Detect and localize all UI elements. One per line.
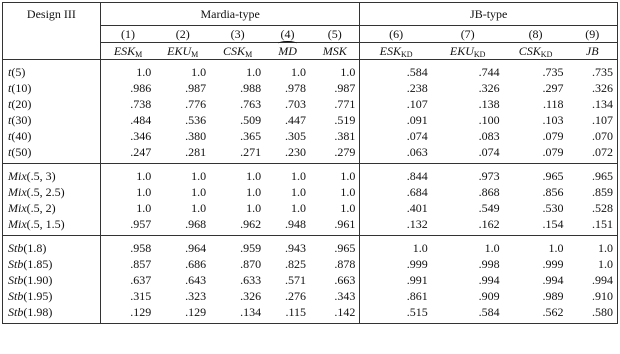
table-cell: .991 <box>360 272 432 288</box>
table-cell: .738 <box>130 97 152 111</box>
table-cell: .580 <box>592 305 613 319</box>
table-cell: .279 <box>334 145 356 159</box>
table-cell: .844 <box>360 168 432 184</box>
table-cell: .856 <box>542 185 564 199</box>
column-number: (7) <box>432 26 504 43</box>
table-cell: .343 <box>334 289 356 303</box>
column-name: MSK <box>310 43 360 60</box>
table-cell: .297 <box>542 81 564 95</box>
table-cell: .326 <box>592 81 613 95</box>
row-label: Stb(1.85) <box>3 256 101 272</box>
table-row <box>3 288 618 304</box>
table-cell: .072 <box>592 145 613 159</box>
column-number: (1) <box>100 26 155 43</box>
table-row <box>3 304 618 320</box>
table-cell: 1.0 <box>191 201 207 215</box>
column-number: (5) <box>310 26 360 43</box>
table-cell: .074 <box>360 128 432 144</box>
table-cell: 1.0 <box>291 65 306 79</box>
table-cell: .857 <box>130 257 152 271</box>
table-cell: .326 <box>478 81 500 95</box>
table-cell: .129 <box>130 305 152 319</box>
table-cell: .519 <box>334 113 356 127</box>
design-label: Design III <box>3 3 101 60</box>
table-cell: .118 <box>542 97 564 111</box>
table-cell: .968 <box>185 217 207 231</box>
table-cell: .070 <box>592 129 613 143</box>
column-name: $CSK_{KD}$ <box>504 43 568 60</box>
table-cell: .637 <box>130 273 152 287</box>
table-cell: .861 <box>360 288 432 304</box>
table-cell: 1.0 <box>484 241 500 255</box>
table-cell: .134 <box>240 305 262 319</box>
table-cell: .346 <box>130 129 152 143</box>
table-cell: 1.0 <box>598 257 613 271</box>
table-cell: 1.0 <box>191 65 207 79</box>
table-cell: .132 <box>360 216 432 232</box>
row-label: Stb(1.95) <box>3 288 101 304</box>
table-row <box>3 256 618 272</box>
table-cell: .091 <box>360 112 432 128</box>
table-cell: 1.0 <box>360 240 432 256</box>
table-cell: 1.0 <box>191 169 207 183</box>
table-cell: .584 <box>360 64 432 80</box>
row-label: t(50) <box>3 144 101 160</box>
table-cell: .735 <box>592 65 613 79</box>
header-group-row <box>3 3 618 26</box>
table-cell: .509 <box>240 113 262 127</box>
table-cell: .978 <box>285 81 306 95</box>
table-cell: .365 <box>240 129 262 143</box>
table-cell: .528 <box>592 201 613 215</box>
table-cell: 1.0 <box>291 169 306 183</box>
table-cell: 1.0 <box>340 201 356 215</box>
row-label: Mix(.5, 2.5) <box>3 184 101 200</box>
table-cell: .484 <box>130 113 152 127</box>
table-row <box>3 128 618 144</box>
table-cell: .326 <box>240 289 262 303</box>
table-cell: .999 <box>542 257 564 271</box>
table-cell: .238 <box>360 80 432 96</box>
table-cell: 1.0 <box>246 65 262 79</box>
table-cell: .859 <box>592 185 613 199</box>
table-cell: .999 <box>360 256 432 272</box>
table-cell: .964 <box>185 241 207 255</box>
table-cell: .909 <box>478 289 500 303</box>
column-number: (3) <box>210 26 265 43</box>
column-number: (6) <box>360 26 432 43</box>
column-number: (4) <box>265 26 310 43</box>
table-cell: .957 <box>130 217 152 231</box>
table-row <box>3 64 618 80</box>
table-cell: .571 <box>285 273 306 287</box>
table-cell: .763 <box>240 97 262 111</box>
table-cell: 1.0 <box>340 185 356 199</box>
table-cell: 1.0 <box>340 65 356 79</box>
column-name: JB <box>568 43 618 60</box>
table-cell: .151 <box>592 217 613 231</box>
table-cell: .271 <box>240 145 262 159</box>
table-cell: .107 <box>592 113 613 127</box>
table-cell: 1.0 <box>136 169 152 183</box>
table-cell: .686 <box>185 257 207 271</box>
table-cell: .987 <box>334 81 356 95</box>
table-cell: .162 <box>478 217 500 231</box>
table-cell: .074 <box>478 145 500 159</box>
table-cell: .079 <box>542 129 564 143</box>
row-label: t(20) <box>3 96 101 112</box>
row-label: t(10) <box>3 80 101 96</box>
table-cell: .868 <box>478 185 500 199</box>
table-cell: .536 <box>185 113 207 127</box>
column-name: $EKU_{KD}$ <box>432 43 504 60</box>
table-cell: .965 <box>334 241 356 255</box>
table-cell: .989 <box>542 289 564 303</box>
results-table <box>2 2 618 324</box>
table-cell: 1.0 <box>548 241 564 255</box>
table-cell: .735 <box>542 65 564 79</box>
table-cell: .154 <box>542 217 564 231</box>
table-row <box>3 80 618 96</box>
row-label: Stb(1.98) <box>3 304 101 320</box>
table-cell: .115 <box>285 305 306 319</box>
table-cell: .870 <box>240 257 262 271</box>
table-cell: .825 <box>285 257 306 271</box>
table-cell: .948 <box>285 217 306 231</box>
row-label: t(30) <box>3 112 101 128</box>
table-row <box>3 96 618 112</box>
row-label: Stb(1.90) <box>3 272 101 288</box>
column-number: (2) <box>155 26 210 43</box>
table-cell: .549 <box>478 201 500 215</box>
table-cell: .988 <box>240 81 262 95</box>
table-cell: .776 <box>185 97 207 111</box>
mardia-group-header: Mardia-type <box>200 7 260 21</box>
results-table-container <box>2 2 618 324</box>
table-cell: .142 <box>334 305 356 319</box>
column-name: MD <box>265 43 310 60</box>
table-cell: .994 <box>542 273 564 287</box>
column-name: $EKU_M$ <box>155 43 210 60</box>
row-label: Stb(1.8) <box>3 240 101 256</box>
table-cell: .958 <box>130 241 152 255</box>
table-cell: 1.0 <box>246 201 262 215</box>
table-cell: .230 <box>285 145 306 159</box>
table-row <box>3 168 618 184</box>
table-cell: .994 <box>592 273 613 287</box>
table-cell: .633 <box>240 273 262 287</box>
table-cell: 1.0 <box>598 241 613 255</box>
column-name: $ESK_{KD}$ <box>360 43 432 60</box>
column-name: $ESK_M$ <box>100 43 155 60</box>
column-name: $CSK_M$ <box>210 43 265 60</box>
column-number: (8) <box>504 26 568 43</box>
table-cell: .703 <box>285 97 306 111</box>
table-cell: 1.0 <box>136 201 152 215</box>
table-cell: 1.0 <box>246 185 262 199</box>
table-cell: .138 <box>478 97 500 111</box>
jb-group-header: JB-type <box>360 3 618 26</box>
table-cell: .247 <box>130 145 152 159</box>
table-row <box>3 144 618 160</box>
table-row <box>3 216 618 232</box>
table-row <box>3 272 618 288</box>
table-cell: .663 <box>334 273 356 287</box>
table-cell: .100 <box>478 113 500 127</box>
table-cell: 1.0 <box>291 201 306 215</box>
table-cell: .107 <box>360 96 432 112</box>
table-cell: .103 <box>542 113 564 127</box>
table-cell: .530 <box>542 201 564 215</box>
table-cell: .083 <box>478 129 500 143</box>
table-cell: .584 <box>478 305 500 319</box>
row-label: t(5) <box>3 64 101 80</box>
table-cell: .276 <box>285 289 306 303</box>
table-cell: .684 <box>360 184 432 200</box>
table-cell: .961 <box>334 217 356 231</box>
row-label: t(40) <box>3 128 101 144</box>
table-cell: .562 <box>542 305 564 319</box>
table-cell: .515 <box>360 304 432 320</box>
table-cell: .973 <box>478 169 500 183</box>
table-cell: .959 <box>240 241 262 255</box>
table-cell: .965 <box>542 169 564 183</box>
table-row <box>3 240 618 256</box>
table-cell: .447 <box>285 113 306 127</box>
table-cell: .965 <box>592 169 613 183</box>
table-cell: .771 <box>334 97 356 111</box>
column-number: (9) <box>568 26 618 43</box>
table-cell: .943 <box>285 241 306 255</box>
table-cell: .315 <box>130 289 152 303</box>
table-cell: .305 <box>285 129 306 143</box>
table-cell: 1.0 <box>246 169 262 183</box>
table-cell: 1.0 <box>191 185 207 199</box>
section-spacer <box>3 320 618 324</box>
table-cell: 1.0 <box>340 169 356 183</box>
table-row <box>3 200 618 216</box>
table-cell: .744 <box>478 65 500 79</box>
table-cell: .129 <box>185 305 207 319</box>
table-cell: .998 <box>478 257 500 271</box>
table-cell: .962 <box>240 217 262 231</box>
table-cell: .323 <box>185 289 207 303</box>
table-cell: .281 <box>185 145 207 159</box>
row-label: Mix(.5, 3) <box>3 168 101 184</box>
table-row <box>3 184 618 200</box>
row-label: Mix(.5, 2) <box>3 200 101 216</box>
table-cell: .380 <box>185 129 207 143</box>
table-cell: .987 <box>185 81 207 95</box>
table-cell: 1.0 <box>136 185 152 199</box>
table-cell: 1.0 <box>136 65 152 79</box>
table-row <box>3 112 618 128</box>
table-body <box>3 60 618 324</box>
row-label: Mix(.5, 1.5) <box>3 216 101 232</box>
table-cell: .910 <box>592 289 613 303</box>
table-cell: .063 <box>360 144 432 160</box>
table-cell: .986 <box>130 81 152 95</box>
table-cell: .878 <box>334 257 356 271</box>
table-cell: .994 <box>478 273 500 287</box>
table-cell: .134 <box>592 97 613 111</box>
table-header <box>3 3 618 60</box>
table-cell: .079 <box>542 145 564 159</box>
table-cell: 1.0 <box>291 185 306 199</box>
table-cell: .401 <box>360 200 432 216</box>
table-cell: .643 <box>185 273 207 287</box>
table-cell: .381 <box>334 129 356 143</box>
